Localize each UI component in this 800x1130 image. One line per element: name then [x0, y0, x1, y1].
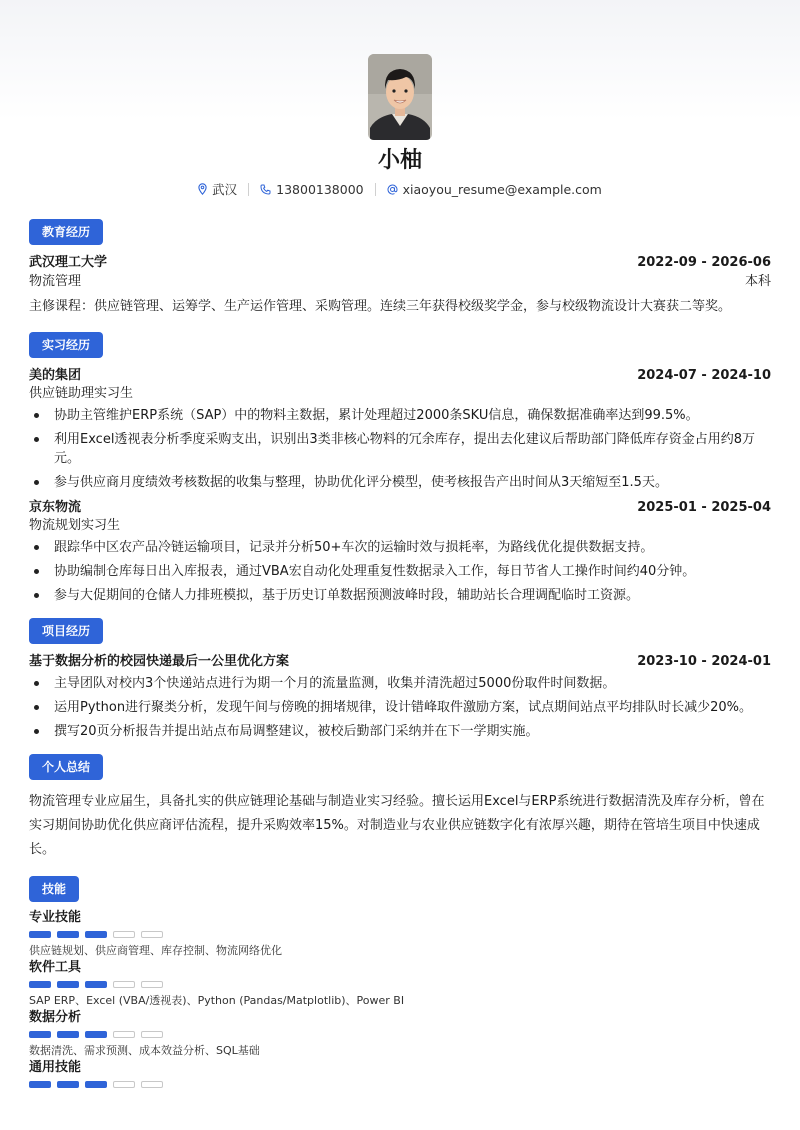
internship-period: 2024-07 - 2024-10	[637, 368, 771, 383]
email-text[interactable]: xiaoyou_resume@example.com	[402, 181, 602, 197]
section-title-skills: 技能	[29, 876, 79, 902]
skill-bar-empty	[141, 1081, 163, 1088]
internship-entry	[29, 498, 771, 605]
skill-bar-empty	[113, 931, 135, 938]
list-item: 跟踪华中区农产品冷链运输项目，记录并分析50+车次的运输时效与损耗率，为路线优化提供数据支持。	[29, 538, 771, 557]
skill-bar-filled	[29, 1031, 51, 1038]
skill-level-bars	[29, 1031, 771, 1038]
resume-header	[0, 54, 800, 198]
section-title-internship: 实习经历	[29, 332, 103, 358]
list-item: 主导团队对校内3个快递站点进行为期一个月的流量监测，收集并清洗超过5000份取件时间数据。	[29, 674, 771, 693]
skill-bar-filled	[85, 981, 107, 988]
skills-list	[29, 909, 771, 1088]
list-item: 利用Excel透视表分析季度采购支出，识别出3类非核心物料的冗余库存，提出去化建议后帮助部门降低库存资金占用约8万元。	[29, 430, 771, 468]
section-title-education: 教育经历	[29, 219, 103, 245]
list-item: 协助编制仓库每日出入库报表，通过VBA宏自动化处理重复性数据录入工作，每日节省人工操作时间约40分钟。	[29, 562, 771, 581]
skill-description: SAP ERP、Excel (VBA/透视表)、Python (Pandas/Matplotlib)、Power BI	[29, 994, 405, 1007]
internship-section	[29, 332, 771, 605]
skill-bar-empty	[141, 1031, 163, 1038]
contact-info	[0, 180, 800, 198]
skill-bar-empty	[113, 1031, 135, 1038]
education-detail: 主修课程：供应链管理、运筹学、生产运作管理、采购管理。连续三年获得校级奖学金，参与校级物流设计大赛获二等奖。	[29, 299, 732, 314]
list-item: 运用Python进行聚类分析，发现午间与傍晚的拥堵规律，设计错峰取件激励方案，试点期间站点平均排队时长减少20%。	[29, 698, 771, 717]
skill-level-bars	[29, 931, 771, 938]
company-name: 美的集团	[29, 368, 82, 383]
list-item: 协助主管维护ERP系统（SAP）中的物料主数据，累计处理超过2000条SKU信息，确保数据准确率达到99.5%。	[29, 406, 771, 425]
section-title-projects: 项目经历	[29, 618, 103, 644]
skill-level-bars	[29, 1081, 771, 1088]
list-item: 参与大促期间的仓储人力排班模拟，基于历史订单数据预测波峰时段，辅助站长合理调配临时工资源。	[29, 586, 771, 605]
major: 物流管理	[29, 274, 82, 289]
skill-bar-filled	[57, 1031, 79, 1038]
skill-name: 数据分析	[29, 1010, 82, 1025]
summary-text: 物流管理专业应届生，具备扎实的供应链理论基础与制造业实习经验。擅长运用Excel与ERP系统进行数据清洗及库存分析，曾在实习期间协助优化供应商评估流程，提升采购效率15%。对制造业与农业供应链数字化有浓厚兴趣，期待在管培生项目中快速成长。	[29, 794, 765, 857]
skills-section	[29, 876, 771, 1088]
skill-bar-filled	[57, 981, 79, 988]
skill-name: 软件工具	[29, 960, 82, 975]
contact-divider	[248, 183, 249, 196]
skill-item	[29, 909, 771, 959]
section-title-summary: 个人总结	[29, 754, 103, 780]
skill-item	[29, 1059, 771, 1088]
contact-location	[198, 180, 237, 198]
skill-bar-filled	[57, 1081, 79, 1088]
skill-bar-empty	[113, 1081, 135, 1088]
skill-item	[29, 1009, 771, 1059]
candidate-name: 小柚	[377, 148, 422, 173]
skill-level-bars	[29, 981, 771, 988]
resume-body	[29, 219, 771, 1093]
at-sign-icon	[387, 184, 398, 195]
job-role: 物流规划实习生	[29, 518, 121, 533]
skill-bar-filled	[85, 931, 107, 938]
skill-bar-filled	[29, 1081, 51, 1088]
skill-name: 通用技能	[29, 1060, 82, 1075]
skill-bar-filled	[29, 931, 51, 938]
skill-bar-empty	[113, 981, 135, 988]
contact-email	[387, 182, 602, 197]
skill-bar-filled	[29, 981, 51, 988]
education-period: 2022-09 - 2026-06	[637, 255, 771, 270]
list-item: 参与供应商月度绩效考核数据的收集与整理，协助优化评分模型，使考核报告产出时间从3天缩短至1.5天。	[29, 473, 771, 492]
contact-phone	[260, 182, 363, 197]
skill-description: 数据清洗、需求预测、成本效益分析、SQL基础	[29, 1044, 260, 1057]
project-period: 2023-10 - 2024-01	[637, 654, 771, 669]
skill-bar-empty	[141, 981, 163, 988]
internship-period: 2025-01 - 2025-04	[637, 500, 771, 515]
contact-divider	[375, 183, 376, 196]
project-section	[29, 618, 771, 741]
phone-text[interactable]: 13800138000	[276, 181, 364, 197]
skill-name: 专业技能	[29, 910, 82, 925]
avatar	[368, 54, 432, 140]
location-pin-icon	[198, 183, 207, 195]
skill-item	[29, 959, 771, 1009]
skill-bar-filled	[57, 931, 79, 938]
skill-bar-filled	[85, 1031, 107, 1038]
education-section	[29, 219, 771, 319]
company-name: 京东物流	[29, 500, 82, 515]
skill-bar-empty	[141, 931, 163, 938]
job-role: 供应链助理实习生	[29, 386, 134, 401]
list-item: 撰写20页分析报告并提出站点布局调整建议，被校后勤部门采纳并在下一学期实施。	[29, 722, 771, 741]
degree: 本科	[744, 274, 771, 289]
project-title: 基于数据分析的校园快递最后一公里优化方案	[29, 654, 290, 669]
phone-icon	[260, 184, 271, 195]
location-text: 武汉	[212, 182, 238, 197]
summary-section	[29, 754, 771, 862]
school-name: 武汉理工大学	[29, 255, 108, 270]
skill-bar-filled	[85, 1081, 107, 1088]
skill-description: 供应链规划、供应商管理、库存控制、物流网络优化	[29, 944, 282, 957]
internship-entry	[29, 366, 771, 492]
